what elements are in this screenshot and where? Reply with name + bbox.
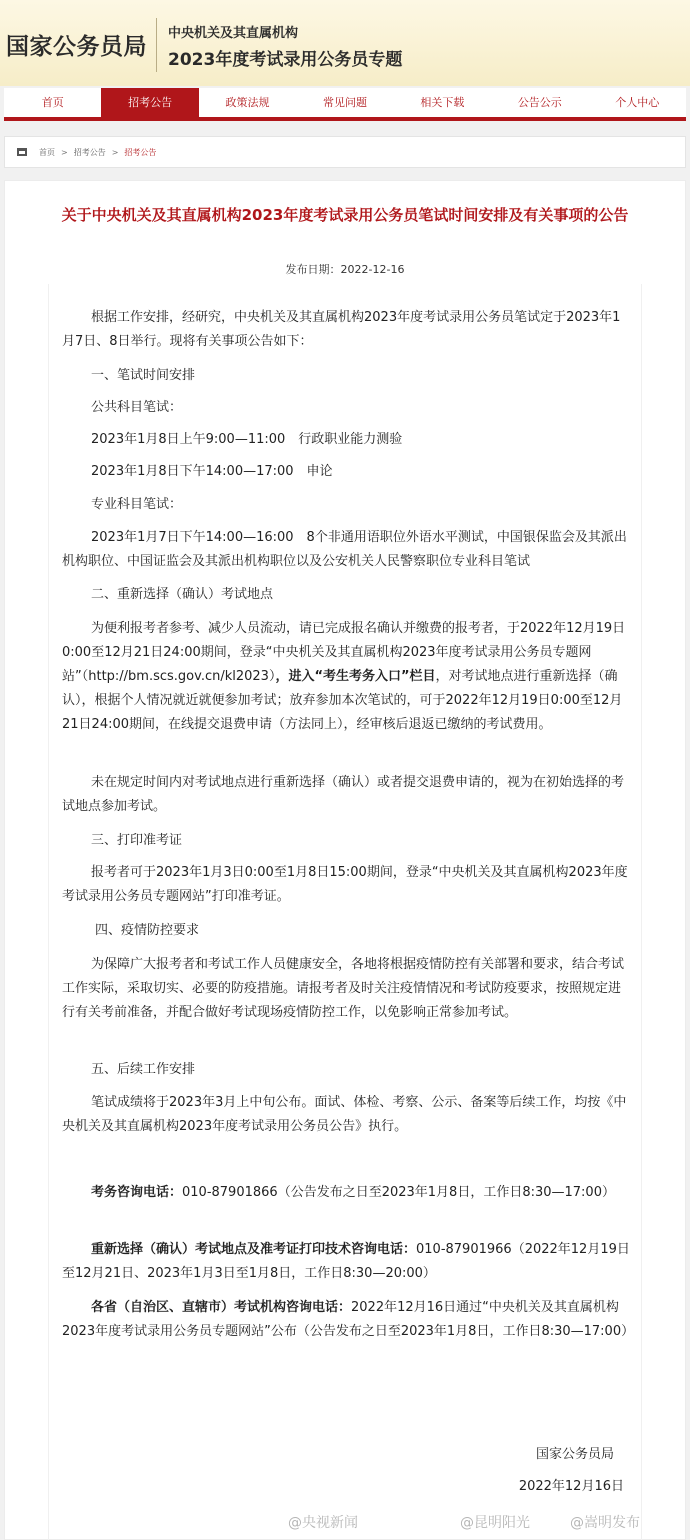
- section-2-title: 二、重新选择（确认）考试地点: [91, 587, 274, 602]
- watermark-kunming: @昆明阳光: [460, 1515, 530, 1531]
- breadcrumb-separator: >: [61, 147, 68, 157]
- nav-item-personal-center[interactable]: 个人中心: [615, 96, 660, 109]
- schedule-line-3: 2023年1月7日下午14:00—16:00 8个非通用语职位外语水平测试，中国银保监会及其派出机构职位、中国证监会及其派出机构职位以及公安机关人民警察职位专业科目笔试: [62, 530, 627, 569]
- exam-entry-instruction: ，进入“考生考务入口”栏目: [275, 669, 436, 684]
- header-subtitle: 中央机关及其直属机构: [168, 26, 299, 41]
- nav-item-announcements[interactable]: 公告公示: [517, 96, 562, 109]
- section-2-paragraph-2: 未在规定时间内对考试地点进行重新选择（确认）或者提交退费申请的，视为在初始选择的考试地点参加考试。: [62, 775, 625, 814]
- nav-item-downloads[interactable]: 相关下载: [420, 96, 465, 109]
- article-title: 关于中央机关及其直属机构2023年度考试录用公务员笔试时间安排及有关事项的公告: [61, 206, 629, 224]
- logo-divider: [156, 18, 157, 72]
- watermark-songming: @嵩明发布: [570, 1515, 640, 1531]
- nav-item-recruitment[interactable]: 招考公告: [101, 88, 198, 117]
- header-title: 2023年度考试录用公务员专题: [168, 50, 403, 70]
- watermark-cctv: @央视新闻: [288, 1515, 358, 1531]
- section-2-text-c: ，对考试地点进行重新选择（确认），根据个人情况就近就便参加考试；放弃参加本次笔试的，可于2022年12月19日0:00至12月21日24:00期间，在线提交退费申请（方法同上），经审核后退返已缴纳的考试费用。: [62, 669, 623, 732]
- main-nav: [4, 88, 686, 121]
- schedule-line-1: 2023年1月8日上午9:00—11:00 行政职业能力测验: [91, 432, 403, 447]
- nav-item-policies[interactable]: 政策法规: [225, 96, 270, 109]
- site-header: [0, 0, 690, 86]
- schedule-line-2: 2023年1月8日下午14:00—17:00 申论: [91, 464, 333, 479]
- contact-provincial-text: 2022年12月16日通过“中央机关及其直属机构2023年度考试录用公务员专题网站”公布（公告发布之日至2023年1月8日，工作日8:30—17:00）: [62, 1300, 635, 1339]
- contact-exam-affairs-text: 010-87901866（公告发布之日至2023年1月8日，工作日8:30—17:00）: [182, 1185, 615, 1200]
- signature: 国家公务员局: [535, 1447, 614, 1462]
- section-2-paragraph-1: [62, 617, 632, 737]
- section-5-title: 五、后续工作安排: [91, 1062, 196, 1077]
- contact-provincial-label: 各省（自治区、直辖市）考试机构咨询电话：: [91, 1300, 352, 1315]
- signature-date: 2022年12月16日: [518, 1479, 624, 1494]
- breadcrumb-separator: >: [111, 147, 119, 157]
- section-3-title: 三、打印准考证: [91, 833, 183, 848]
- breadcrumb-recruitment[interactable]: 招考公告: [73, 147, 106, 157]
- section-4-paragraph: 为保障广大报考者和考试工作人员健康安全，各地将根据疫情防控有关部署和要求，结合考试工作实际，采取切实、必要的防疫措施。请报考者及时关注疫情情况和考试防疫要求，按照规定进行有关考前准备，并配合做好考试现场疫情防控工作，以免影响正常参加考试。: [62, 957, 625, 1020]
- breadcrumb-home[interactable]: 首页: [39, 147, 55, 157]
- contact-exam-affairs-label: 考务咨询电话：: [91, 1185, 183, 1200]
- site-logo[interactable]: 国家公务员局: [6, 34, 147, 60]
- contact-provincial: [62, 1296, 635, 1344]
- contact-exam-affairs: [62, 1181, 632, 1205]
- section-5-paragraph: 笔试成绩将于2023年3月上中旬公布。面试、体检、考察、公示、备案等后续工作，均按《中央机关及其直属机构2023年度考试录用公务员公告》执行。: [62, 1095, 627, 1134]
- breadcrumb-current: 招考公告: [124, 147, 157, 157]
- section-3-paragraph: 报考者可于2023年1月3日0:00至1月8日15:00期间，登录“中央机关及其直属机构2023年度考试录用公务员专题网站”打印准考证。: [62, 865, 628, 904]
- public-exam-label: 公共科目笔试：: [91, 400, 183, 415]
- section-4-title: 四、疫情防控要求: [95, 923, 200, 938]
- breadcrumb: [4, 136, 686, 168]
- home-icon: [17, 148, 27, 156]
- publish-date: 发布日期：2022-12-16: [285, 263, 405, 276]
- contact-technical-text: 010-87901966（2022年12月19日至12月21日、2023年1月3日至1月8日，工作日8:30—20:00）: [62, 1242, 630, 1281]
- contact-technical-label: 重新选择（确认）考试地点及准考证打印技术咨询电话：: [91, 1242, 417, 1257]
- section-1-title: 一、笔试时间安排: [91, 368, 196, 383]
- nav-item-home[interactable]: 首页: [41, 96, 64, 109]
- contact-technical: [62, 1238, 632, 1286]
- section-2-text-a: 为便利报考者参考、减少人员流动，请已完成报名确认并缴费的报考者，于2022年12月19日0:00至12月21日24:00期间，登录“中央机关及其直属机构2023年度考试录用公务员专题网站”（http://bm.scs.gov.cn/kl2023）: [62, 621, 626, 684]
- professional-exam-label: 专业科目笔试：: [91, 497, 183, 512]
- nav-item-faq[interactable]: 常见问题: [322, 96, 367, 109]
- intro-paragraph: 根据工作安排，经研究，中央机关及其直属机构2023年度考试录用公务员笔试定于2023年1月7日、8日举行。现将有关事项公告如下：: [62, 310, 621, 349]
